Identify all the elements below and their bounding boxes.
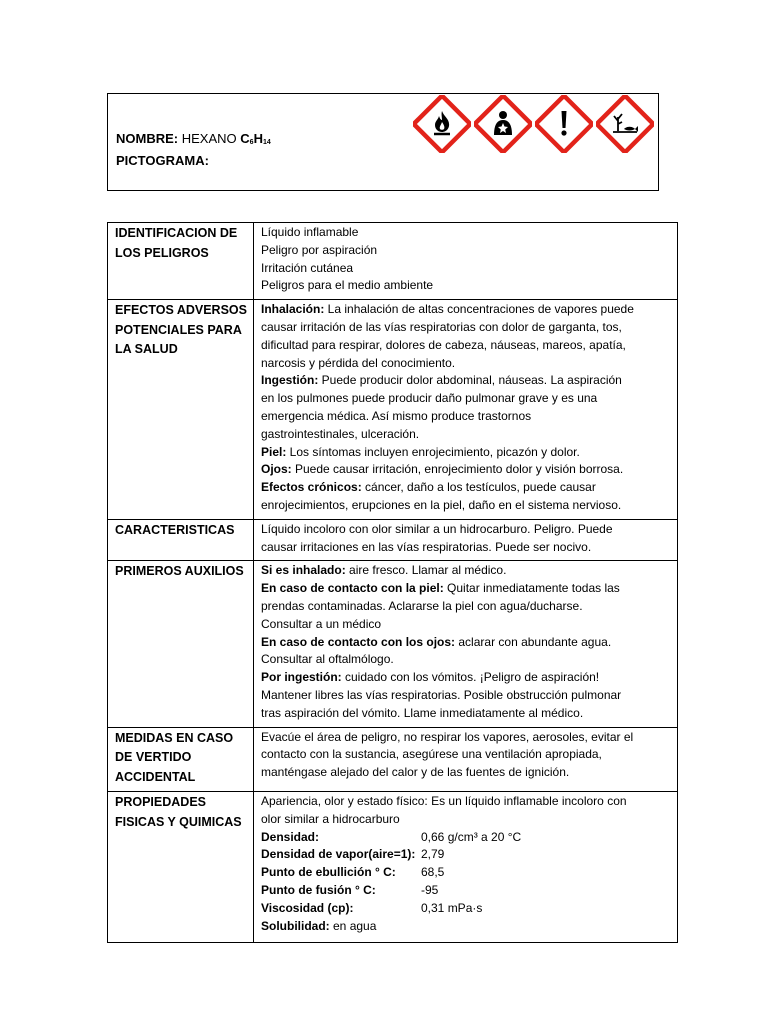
text-line [261,242,671,260]
text-run: Quitar inmediatamente todas las [443,581,620,596]
text-line [261,539,671,557]
property-row [261,882,671,900]
text-run: aclarar con abundante agua. [455,634,612,649]
text-line [261,277,671,295]
text-line [261,390,671,408]
text-run: Peligro por aspiración [261,242,378,257]
text-line [261,355,671,373]
text-run: dificultad para respirar, dolores de cabeza, náuseas, mareos, apatía, [261,337,626,352]
text-run: Peligros para el medio ambiente [261,278,434,293]
property-name: Punto de fusión ° C: [261,883,376,897]
bold-term: Por ingestión: [261,670,342,685]
text-run: Mantener libres las vías respiratorias. Posible obstrucción pulmonar [261,687,622,702]
text-line [261,616,671,634]
property-name: Viscosidad (cp): [261,900,354,915]
environment-pictogram-icon [596,95,654,153]
label-line: LA SALUD [115,342,178,357]
name-label: NOMBRE: [116,131,179,146]
text-line [261,319,671,337]
text-line [261,705,671,723]
exclamation-pictogram-icon [535,95,593,153]
row-label [108,519,254,561]
property-value: 0,66 g/cm³ a 20 °C [421,829,522,844]
label-line: PROPIEDADES [115,795,206,810]
label-line: PRIMEROS AUXILIOS [115,564,244,579]
text-line [261,651,671,669]
text-run: cáncer, daño a los testículos, puede causar [361,480,596,495]
row-label [108,727,254,792]
label-line: ACCIDENTAL [115,769,196,784]
text-run: Irritación cutánea [261,260,354,275]
text-run: Los síntomas incluyen enrojecimiento, picazón y dolor. [286,444,580,459]
text-line [261,260,671,278]
text-run: Líquido incoloro con olor similar a un hidrocarburo. Peligro. Puede [261,521,613,536]
property-row [261,846,671,864]
text-run: Puede producir dolor abdominal, náuseas. La aspiración [318,373,622,388]
label-line: CARACTERISTICAS [115,522,235,537]
text-line [261,521,671,539]
text-run: aire fresco. Llamar al médico. [345,563,507,578]
text-line [261,497,671,515]
text-run: narcosis y pérdida del conocimiento. [261,355,456,370]
text-line [261,444,671,462]
text-line [261,687,671,705]
row-content [254,727,678,792]
bold-term: Piel: [261,444,287,459]
table-row [108,223,678,300]
text-line [261,669,671,687]
text-run: Consultar a un médico [261,616,382,631]
bold-term: Inhalación: [261,302,325,317]
chemical-formula: $C_6H_{14}$ [240,131,271,146]
text-line [261,301,671,319]
text-run: contacto con la sustancia, asegúrese una ventilación apropiada, [261,747,602,762]
row-content [254,561,678,727]
text-run: tras aspiración del vómito. Llame inmediatamente al médico. [261,705,584,720]
text-run: en agua [329,918,377,933]
text-line [261,764,671,782]
safety-data-table [107,222,678,943]
text-line [261,224,671,242]
row-label [108,223,254,300]
header-text [116,130,271,170]
header-box [107,93,659,191]
table-row [108,561,678,727]
text-line [261,811,671,829]
text-run: causar irritación de las vías respiratorias con dolor de garganta, tos, [261,319,622,334]
label-line: DE VERTIDO [115,750,192,765]
bold-term: En caso de contacto con los ojos: [261,634,456,649]
text-line [261,793,671,811]
property-value: 2,79 [421,847,445,862]
property-row [261,900,671,918]
label-line: LOS PELIGROS [115,245,209,260]
label-line: EFECTOS ADVERSOS [115,303,247,318]
text-run: gastrointestinales, ulceración. [261,426,420,441]
text-run: olor similar a hidrocarburo [261,811,400,826]
text-line [261,426,671,444]
row-label [108,792,254,943]
text-line [261,372,671,390]
text-run: prendas contaminadas. Aclararse la piel con agua/ducharse. [261,598,583,613]
property-value: -95 [421,883,439,897]
text-run: manténgase alejado del calor y de las fuentes de ignición. [261,765,570,780]
pictogram-label: PICTOGRAMA: [116,153,209,168]
row-label [108,561,254,727]
flame-pictogram-icon [413,95,471,153]
text-run: Líquido inflamable [261,225,359,239]
text-line [261,562,671,580]
text-line [261,746,671,764]
property-name: Punto de ebullición ° C: [261,865,396,880]
label-line: POTENCIALES PARA [115,322,242,337]
bold-term: Efectos crónicos: [261,480,362,495]
text-line [261,918,671,936]
bold-term: En caso de contacto con la piel: [261,581,444,596]
bold-term: Solubilidad: [261,918,330,933]
table-row-properties [108,792,678,943]
text-run: cuidado con los vómitos. ¡Peligro de aspiración! [341,670,600,685]
text-run: Evacúe el área de peligro, no respirar los vapores, aerosoles, evitar el [261,729,634,744]
text-run: enrojecimientos, erupciones en la piel, daño en el sistema nervioso. [261,497,622,512]
table-row [108,300,678,520]
text-line [261,729,671,747]
text-line [261,580,671,598]
row-content [254,300,678,520]
property-name: Densidad: [261,829,320,844]
text-run: en los pulmones puede producir daño pulmonar grave y es una [261,391,598,406]
text-line [261,634,671,652]
row-content [254,519,678,561]
text-run: emergencia médica. Así mismo produce trastornos [261,408,532,423]
text-line [261,598,671,616]
row-label [108,300,254,520]
health-hazard-pictogram-icon [474,95,532,153]
table-row [108,519,678,561]
text-line [261,461,671,479]
label-line: MEDIDAS EN CASO [115,730,234,745]
text-run: La inhalación de altas concentraciones de vapores puede [324,302,634,317]
bold-term: Si es inhalado: [261,563,346,578]
bold-term: Ojos: [261,462,292,477]
properties-content [254,792,678,943]
text-run: Puede causar irritación, enrojecimiento dolor y visión borrosa. [291,462,624,477]
property-row [261,829,671,847]
property-value: 68,5 [421,865,445,880]
label-line: IDENTIFICACION DE [115,226,238,240]
bold-term: Ingestión: [261,373,319,388]
label-line: FISICAS Y QUIMICAS [115,814,242,829]
name-value: HEXANO [181,131,237,146]
name-line [116,130,271,152]
property-name: Densidad de vapor(aire=1): [261,847,416,862]
text-line [261,337,671,355]
text-run: Consultar al oftalmólogo. [261,652,394,667]
text-run: causar irritaciones en las vías respiratorias. Puede ser nocivo. [261,539,592,554]
text-line [261,408,671,426]
table-row [108,727,678,792]
property-row [261,864,671,882]
property-value: 0,31 mPa·s [421,900,483,915]
row-content [254,223,678,300]
text-line [261,479,671,497]
text-run: Apariencia, olor y estado físico: Es un líquido inflamable incoloro con [261,794,627,809]
